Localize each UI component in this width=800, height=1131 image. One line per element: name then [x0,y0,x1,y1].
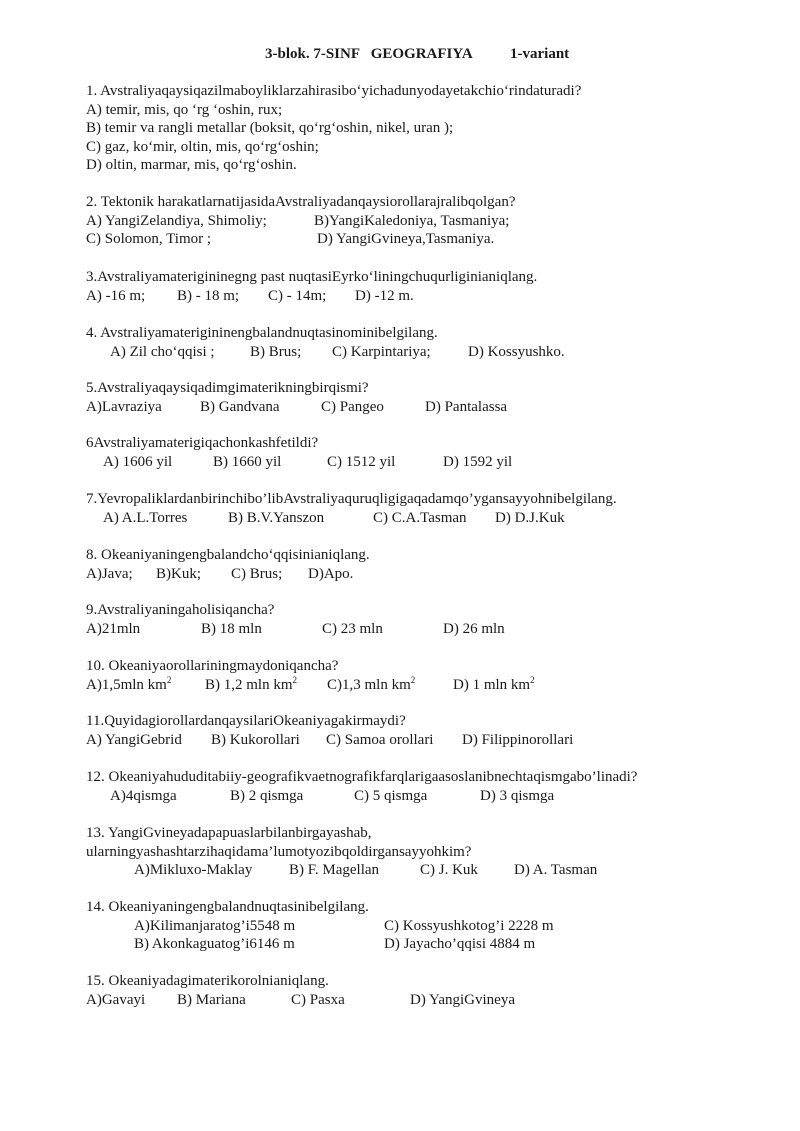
answer-option-c: C) Pasxa [291,991,345,1008]
options-row [86,509,617,528]
answer-option-c: C) Samoa orollari [326,731,434,748]
answer-option-d: D) Kossyushko. [468,343,565,360]
answer-option-a: A) YangiZelandiya, Shimoliy; [86,212,267,229]
answer-option-a: A)1,5mln $km^2$ [86,674,172,693]
answer-option-b: B) Mariana [177,991,246,1008]
block-title: 3-blok. 7-SINF GEOGRAFIYA [265,46,473,62]
answer-option-a: A)4qismga [110,787,177,804]
question-text: 6Avstraliyamaterigiqachonkashfetildi? [86,435,319,451]
answer-option-b: B) 1,2 mln $km^2$ [205,674,298,693]
answer-option-c: C) Karpintariya; [332,343,431,360]
question-2 [86,193,516,249]
answer-option-c: C) 23 mln [322,620,383,637]
answer-option-a: A)Kilimanjaratog’i5548 m [134,917,296,934]
answer-option-b: B) Gandvana [200,398,280,415]
question-text: 10. Okeaniyaorollariningmaydoniqancha? [86,658,339,674]
answer-option-d: D) 1592 yil [443,453,513,470]
question-text-continued: ularningyashashtarzihaqidama’lumotyozibqoldirgansayyohkim? [86,843,472,860]
options-row [86,731,574,750]
answer-option-d: D) 26 mln [443,620,505,637]
answer-option-d: D) oltin, marmar, mis, qo‘rg‘oshin. [86,157,297,173]
answer-option-a: A)Gavayi [86,991,146,1008]
answer-option-c: C) - 14m; [268,287,327,304]
options-row [86,212,516,231]
answer-option-b: B) F. Magellan [289,862,380,878]
answer-option-a: A) YangiGebrid [86,731,182,748]
options-row [86,991,515,1010]
question-text: 14. Okeaniyaningengbalandnuqtasinibelgilang. [86,899,369,915]
answer-option-d: D) YangiGvineya,Tasmaniya. [317,231,495,247]
answer-option-a: A)Java; [86,565,133,582]
question-text: 1. Avstraliyaqaysiqazilmaboyliklarzahirasibo‘yichadunyodayetakchio‘rindaturadi? [86,83,582,99]
answer-option-a: A)21mln [86,620,141,637]
options-row [86,565,370,584]
answer-option-c: C) 1512 yil [327,453,396,470]
answer-option-b: B) 2 qismga [230,787,304,804]
question-4 [86,324,565,361]
options-row [86,674,535,695]
answer-option-a: A) 1606 yil [103,453,173,470]
question-13 [86,824,598,880]
answer-option-a: A) -16 m; [86,287,146,304]
question-text: 7.Yevropaliklardanbirinchibo’libAvstraliyaquruqligigaqadamqo’ygansayyohnibelgilang. [86,491,617,507]
question-text: 15. Okeaniyadagimaterikorolnianiqlang. [86,973,329,989]
answer-option-b: B) - 18 m; [177,287,240,304]
options-row [86,230,516,249]
answer-option-a: A)Mikluxo-Maklay [134,862,253,878]
answer-option-d: D) Pantalassa [425,398,508,415]
options-row [86,935,536,954]
answer-option-d: D)Apo. [308,565,354,582]
answer-option-c: C) Kossyushkotog’i 2228 m [384,917,554,934]
options-row [86,620,505,639]
answer-option-b: B) B.V.Yanszon [228,509,325,526]
options-row [86,787,637,806]
question-text: 9.Avstraliyaningaholisiqancha? [86,602,275,618]
options-row [86,861,598,880]
answer-option-d: D) 1 mln $km^2$ [453,674,535,693]
answer-option-c: C) 5 qismga [354,787,428,804]
question-7 [86,490,617,527]
answer-option-a: A) Zil cho‘qqisi ; [110,343,215,360]
answer-option-c: C)1,3 mln $km^2$ [327,674,416,693]
answer-option-c: C) C.A.Tasman [373,509,467,526]
answer-option-c: C) gaz, ko‘mir, oltin, mis, qo‘rg‘oshin; [86,138,319,155]
question-15 [86,972,515,1009]
question-9 [86,601,505,638]
question-text: 3.Avstraliyamaterigininegng past nuqtasiEyrko‘liningchuqurliginianiqlang. [86,269,538,285]
question-6 [86,434,513,471]
answer-option-b: B) 18 mln [201,620,262,637]
question-1 [86,82,581,175]
answer-option-d: D) Jayacho’qqisi 4884 m [384,936,536,952]
answer-option-d: D) 3 qismga [480,787,555,804]
question-text: 13. YangiGvineyadapapuaslarbilanbirgayashab, [86,825,372,841]
test-header [250,29,569,80]
question-5 [86,379,508,416]
question-11 [86,712,574,749]
variant-label: 1-variant [510,46,570,62]
answer-option-b: B) 1660 yil [213,453,282,470]
question-14 [86,898,554,954]
question-8 [86,546,370,583]
question-text: 5.Avstraliyaqaysiqadimgimaterikningbirqismi? [86,380,369,396]
question-10 [86,657,535,694]
options-row [86,453,513,472]
question-3 [86,268,537,305]
question-12 [86,768,637,805]
answer-option-b: B) Brus; [250,343,302,360]
answer-option-a: A)Lavraziya [86,398,162,415]
question-text: 11.QuyidagiorollardanqaysilariOkeaniyagakirmaydi? [86,713,406,729]
answer-option-d: D) A. Tasman [514,862,598,878]
answer-option-c: C) J. Kuk [420,862,478,878]
answer-option-c: C) Solomon, Timor ; [86,231,212,247]
answer-option-d: D) -12 m. [355,287,414,304]
answer-option-b: B) temir va rangli metallar (boksit, qo‘rg‘oshin, nikel, uran ); [86,120,454,136]
answer-option-d: D) YangiGvineya [410,991,515,1008]
answer-option-b: B)Kuk; [156,565,201,582]
answer-option-b: B) Kukorollari [211,731,300,748]
options-row [86,287,537,306]
answer-option-b: B)YangiKaledoniya, Tasmaniya; [314,212,510,229]
answer-option-d: D) Filippinorollari [462,731,574,748]
options-row [86,398,508,417]
question-text: 8. Okeaniyaningengbalandcho‘qqisinianiqlang. [86,547,370,563]
answer-option-a: A) temir, mis, qo ‘rg ‘oshin, rux; [86,101,283,118]
answer-option-d: D) D.J.Kuk [495,509,565,526]
options-row [86,917,554,936]
answer-option-c: C) Brus; [231,565,283,582]
answer-option-a: A) A.L.Torres [103,509,188,526]
question-text: 4. Avstraliyamaterigininengbalandnuqtasinominibelgilang. [86,325,438,341]
question-text: 12. Okeaniyahududitabiiy-geografikvaetnografikfarqlarigaasoslanibnechtaqismgabo’linadi? [86,769,638,785]
answer-option-b: B) Akonkaguatog’i6146 m [134,936,295,952]
options-row [86,343,565,362]
answer-option-c: C) Pangeo [321,398,384,415]
question-text: 2. Tektonik harakatlarnatijasidaAvstraliyadanqaysiorollarajralibqolgan? [86,194,516,210]
